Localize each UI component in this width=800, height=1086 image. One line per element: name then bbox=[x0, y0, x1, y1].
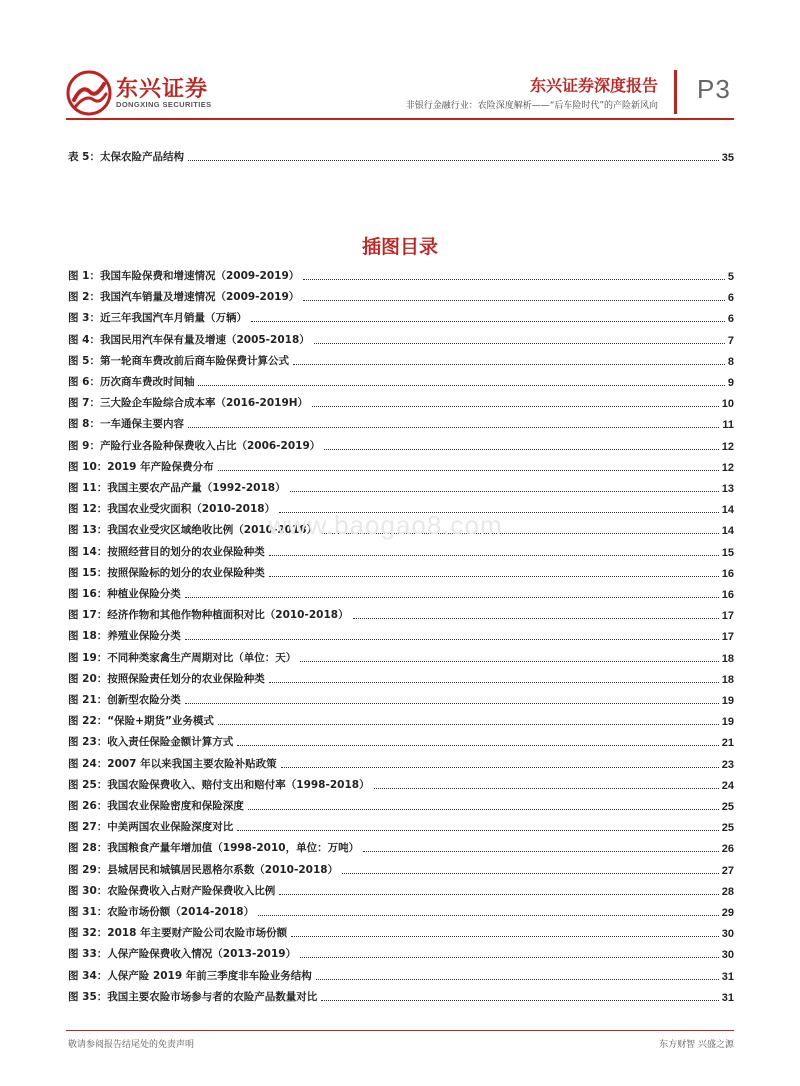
toc-leader-dots bbox=[185, 703, 719, 704]
toc-entry-label: 图 10：2019 年产险保费分布 bbox=[68, 460, 214, 473]
toc-entry[interactable] bbox=[68, 795, 734, 813]
toc-leader-dots bbox=[293, 364, 725, 365]
toc-entry[interactable] bbox=[68, 965, 734, 983]
toc-entry-label: 图 26：我国农业保险密度和保险深度 bbox=[68, 800, 244, 812]
toc-entry-page: 26 bbox=[721, 843, 734, 856]
toc-entry-label: 图 28：我国粮食产量年增加值（1998-2010，单位：万吨） bbox=[68, 842, 360, 855]
toc-entry-label: 图 17：经济作物和其他作物种植面积对比（2010-2018） bbox=[68, 609, 349, 622]
toc-leader-dots bbox=[300, 661, 718, 662]
toc-entry-label: 图 22：“保险+期货”业务模式 bbox=[68, 715, 214, 728]
toc-entry-label: 图 29：县城居民和城镇居民恩格尔系数（2010-2018） bbox=[68, 863, 339, 876]
toc-entry[interactable] bbox=[68, 859, 734, 877]
toc-entry-page: 19 bbox=[721, 695, 734, 707]
toc-entry-label: 图 23：收入责任保险金额计算方式 bbox=[68, 736, 234, 749]
dongxing-logo-icon bbox=[66, 70, 112, 116]
toc-entry[interactable] bbox=[68, 901, 734, 919]
toc-entry-page: 30 bbox=[721, 928, 734, 941]
toc-entry-label: 图 27：中美两国农业保险深度对比 bbox=[68, 821, 234, 834]
toc-entry-label: 图 12：我国农业受灾面积（2010-2018） bbox=[68, 503, 276, 516]
toc-entry[interactable] bbox=[68, 265, 734, 283]
logo-text-cn: 东兴证券 bbox=[116, 77, 209, 102]
toc-entry-page: 24 bbox=[721, 779, 734, 792]
toc-entry-label: 图 18：养殖业保险分类 bbox=[68, 630, 181, 643]
toc-leader-dots bbox=[258, 915, 719, 916]
toc-leader-dots bbox=[300, 957, 719, 958]
toc-leader-dots bbox=[353, 618, 719, 619]
toc-entry[interactable] bbox=[68, 456, 734, 474]
toc-entry-label: 图 35：我国主要农险市场参与者的农险产品数量对比 bbox=[68, 990, 318, 1003]
toc-entry[interactable] bbox=[68, 753, 734, 771]
toc-entry-page: 28 bbox=[721, 885, 734, 898]
report-subtitle: 非银行金融行业：农险深度解析——“后车险时代”的产险新风向 bbox=[405, 101, 658, 111]
toc-leader-dots bbox=[363, 851, 719, 852]
toc-leader-dots bbox=[188, 160, 719, 161]
toc-entry[interactable] bbox=[68, 922, 734, 940]
toc-entry[interactable] bbox=[68, 350, 734, 368]
toc-leader-dots bbox=[303, 279, 725, 280]
toc-leader-dots bbox=[218, 470, 719, 471]
toc-entry-page: 31 bbox=[721, 991, 734, 1004]
toc-leader-dots bbox=[198, 385, 724, 386]
toc-entry-label: 图 5：第一轮商车费改前后商车险保费计算公式 bbox=[68, 354, 289, 367]
toc-entry-page: 29 bbox=[721, 907, 734, 919]
toc-entry-page: 11 bbox=[722, 419, 734, 432]
toc-entry[interactable] bbox=[68, 625, 734, 643]
toc-entry-page: 23 bbox=[721, 758, 734, 771]
toc-entry[interactable] bbox=[68, 880, 734, 898]
toc-leader-dots bbox=[237, 745, 718, 746]
toc-entry[interactable] bbox=[68, 668, 734, 686]
toc-entry-page: 6 bbox=[727, 313, 734, 326]
toc-entry-label: 图 24：2007 年以来我国主要农险补贴政策 bbox=[68, 757, 277, 770]
toc-entry-page: 7 bbox=[727, 334, 734, 347]
toc-entry-page: 12 bbox=[721, 440, 734, 453]
toc-entry-page: 25 bbox=[721, 801, 734, 813]
toc-entry-label: 图 13：我国农业受灾区域绝收比例（2010-2018） bbox=[68, 524, 318, 537]
toc-entry-page: 14 bbox=[721, 525, 734, 538]
watermark: www.baogao8.com bbox=[268, 510, 503, 540]
toc-entry[interactable] bbox=[68, 146, 734, 164]
toc-entry-page: 18 bbox=[721, 673, 734, 686]
toc-entry-label: 图 25：我国农险保费收入、赔付支出和赔付率（1998-2018） bbox=[68, 778, 370, 791]
page-number: P3 bbox=[697, 74, 731, 104]
toc-leader-dots bbox=[290, 491, 719, 492]
toc-leader-dots bbox=[324, 449, 718, 450]
toc-entry[interactable] bbox=[68, 286, 734, 304]
toc-entry[interactable] bbox=[68, 541, 734, 559]
toc-entry-page: 8 bbox=[727, 355, 734, 368]
toc-entry[interactable] bbox=[68, 371, 734, 389]
toc-leader-dots bbox=[188, 427, 719, 428]
toc-entry-label: 图 33：人保产险保费收入情况（2013-2019） bbox=[68, 948, 297, 961]
toc-entry-label: 图 16：种植业保险分类 bbox=[68, 588, 181, 600]
toc-entry-label: 图 31：农险市场份额（2014-2018） bbox=[68, 906, 255, 918]
toc-entry[interactable] bbox=[68, 689, 734, 707]
toc-entry-page: 12 bbox=[721, 461, 734, 474]
toc-entry[interactable] bbox=[68, 943, 734, 961]
toc-entry[interactable] bbox=[68, 604, 734, 622]
toc-leader-dots bbox=[374, 788, 719, 789]
toc-entry-page: 13 bbox=[721, 483, 734, 495]
toc-leader-dots bbox=[185, 639, 719, 640]
logo-text-en: DONGXING SECURITIES bbox=[116, 100, 212, 109]
header-divider bbox=[674, 70, 677, 114]
toc-leader-dots bbox=[316, 979, 719, 980]
toc-entry-label: 图 21：创新型农险分类 bbox=[68, 694, 181, 706]
toc-entry-page: 27 bbox=[721, 864, 734, 877]
toc-entry-label: 图 34：人保产险 2019 年前三季度非车险业务结构 bbox=[68, 969, 312, 982]
toc-entry-page: 17 bbox=[721, 610, 734, 623]
toc-entry-label: 图 7：三大险企车险综合成本率（2016-2019H） bbox=[68, 397, 309, 410]
toc-entry-label: 图 14：按照经营目的划分的农业保险种类 bbox=[68, 545, 265, 558]
toc-entry[interactable] bbox=[68, 731, 734, 749]
toc-leader-dots bbox=[269, 555, 719, 556]
footer-slogan: 东方财智 兴盛之源 bbox=[659, 1040, 734, 1050]
footer-disclaimer: 敬请参阅报告结尾处的免责声明 bbox=[68, 1040, 195, 1050]
toc-leader-dots bbox=[269, 682, 719, 683]
toc-leader-dots bbox=[281, 767, 719, 768]
toc-entry-page: 25 bbox=[721, 822, 734, 835]
toc-entry-label: 图 19：不同种类家禽生产周期对比（单位：天） bbox=[68, 651, 297, 664]
toc-entry-label: 图 20：按照保险责任划分的农业保险种类 bbox=[68, 672, 265, 685]
toc-entry[interactable] bbox=[68, 774, 734, 792]
toc-entry-page: 16 bbox=[721, 589, 734, 601]
toc-leader-dots bbox=[237, 830, 718, 831]
toc-entry-label: 图 2：我国汽车销量及增速情况（2009-2019） bbox=[68, 291, 300, 304]
toc-entry-label: 图 1：我国车险保费和增速情况（2009-2019） bbox=[68, 270, 300, 282]
toc-entry[interactable] bbox=[68, 562, 734, 580]
toc-entry-page: 15 bbox=[721, 546, 734, 559]
toc-entry[interactable] bbox=[68, 329, 734, 347]
toc-entry-page: 19 bbox=[721, 716, 734, 729]
toc-leader-dots bbox=[269, 576, 719, 577]
toc-entry-label: 表 5：太保农险产品结构 bbox=[68, 151, 184, 163]
toc-entry-page: 17 bbox=[721, 631, 734, 644]
toc-entry-label: 图 30：农险保费收入占财产险保费收入比例 bbox=[68, 884, 276, 897]
toc-leader-dots bbox=[185, 597, 719, 598]
toc-leader-dots bbox=[218, 724, 719, 725]
toc-entry[interactable] bbox=[68, 583, 734, 601]
toc-entry[interactable] bbox=[68, 413, 734, 431]
toc-entry-page: 6 bbox=[727, 292, 734, 305]
header-rule bbox=[66, 118, 734, 120]
toc-entry[interactable] bbox=[68, 647, 734, 665]
toc-entry-page: 18 bbox=[721, 652, 734, 665]
toc-entry[interactable] bbox=[68, 816, 734, 834]
report-title: 东兴证券深度报告 bbox=[529, 76, 658, 95]
toc-entry-label: 图 15：按照保险标的划分的农业保险种类 bbox=[68, 566, 265, 579]
toc-entry-label: 图 32：2018 年主要财产险公司农险市场份额 bbox=[68, 927, 288, 940]
toc-entry[interactable] bbox=[68, 710, 734, 728]
toc-entry-label: 图 9：产险行业各险种保费收入占比（2006-2019） bbox=[68, 439, 321, 452]
toc-leader-dots bbox=[291, 936, 719, 937]
toc-entry[interactable] bbox=[68, 986, 734, 1004]
toc-entry[interactable] bbox=[68, 307, 734, 325]
toc-entry-label: 图 4：我国民用汽车保有量及增速（2005-2018） bbox=[68, 333, 310, 346]
toc-entry-page: 5 bbox=[727, 271, 734, 283]
toc-entry-label: 图 3：近三年我国汽车月销量（万辆） bbox=[68, 312, 247, 325]
company-logo bbox=[66, 70, 246, 120]
toc-leader-dots bbox=[321, 1000, 718, 1001]
toc-entry-page: 30 bbox=[721, 949, 734, 962]
toc-entry-page: 21 bbox=[721, 737, 734, 750]
toc-entry-page: 14 bbox=[721, 504, 734, 517]
toc-leader-dots bbox=[342, 873, 719, 874]
toc-leader-dots bbox=[248, 809, 719, 810]
toc-entry-label: 图 11：我国主要农产品产量（1992-2018） bbox=[68, 482, 286, 494]
toc-leader-dots bbox=[279, 894, 718, 895]
toc-leader-dots bbox=[314, 343, 725, 344]
toc-entry[interactable] bbox=[68, 837, 734, 855]
toc-entry[interactable] bbox=[68, 477, 734, 495]
toc-entry-page: 35 bbox=[721, 152, 734, 164]
toc-leader-dots bbox=[303, 300, 725, 301]
toc-entry-label: 图 8：一车通保主要内容 bbox=[68, 418, 184, 431]
toc-leader-dots bbox=[312, 406, 719, 407]
footer-rule bbox=[66, 1030, 734, 1031]
figures-toc-title: 插图目录 bbox=[361, 236, 438, 258]
toc-entry-page: 10 bbox=[721, 398, 734, 411]
toc-entry-page: 31 bbox=[721, 970, 734, 983]
toc-entry-label: 图 6：历次商车费改时间轴 bbox=[68, 376, 195, 388]
toc-entry[interactable] bbox=[68, 392, 734, 410]
toc-entry-page: 16 bbox=[721, 567, 734, 580]
toc-entry[interactable] bbox=[68, 435, 734, 453]
toc-leader-dots bbox=[251, 321, 725, 322]
toc-entry-page: 9 bbox=[727, 377, 734, 389]
